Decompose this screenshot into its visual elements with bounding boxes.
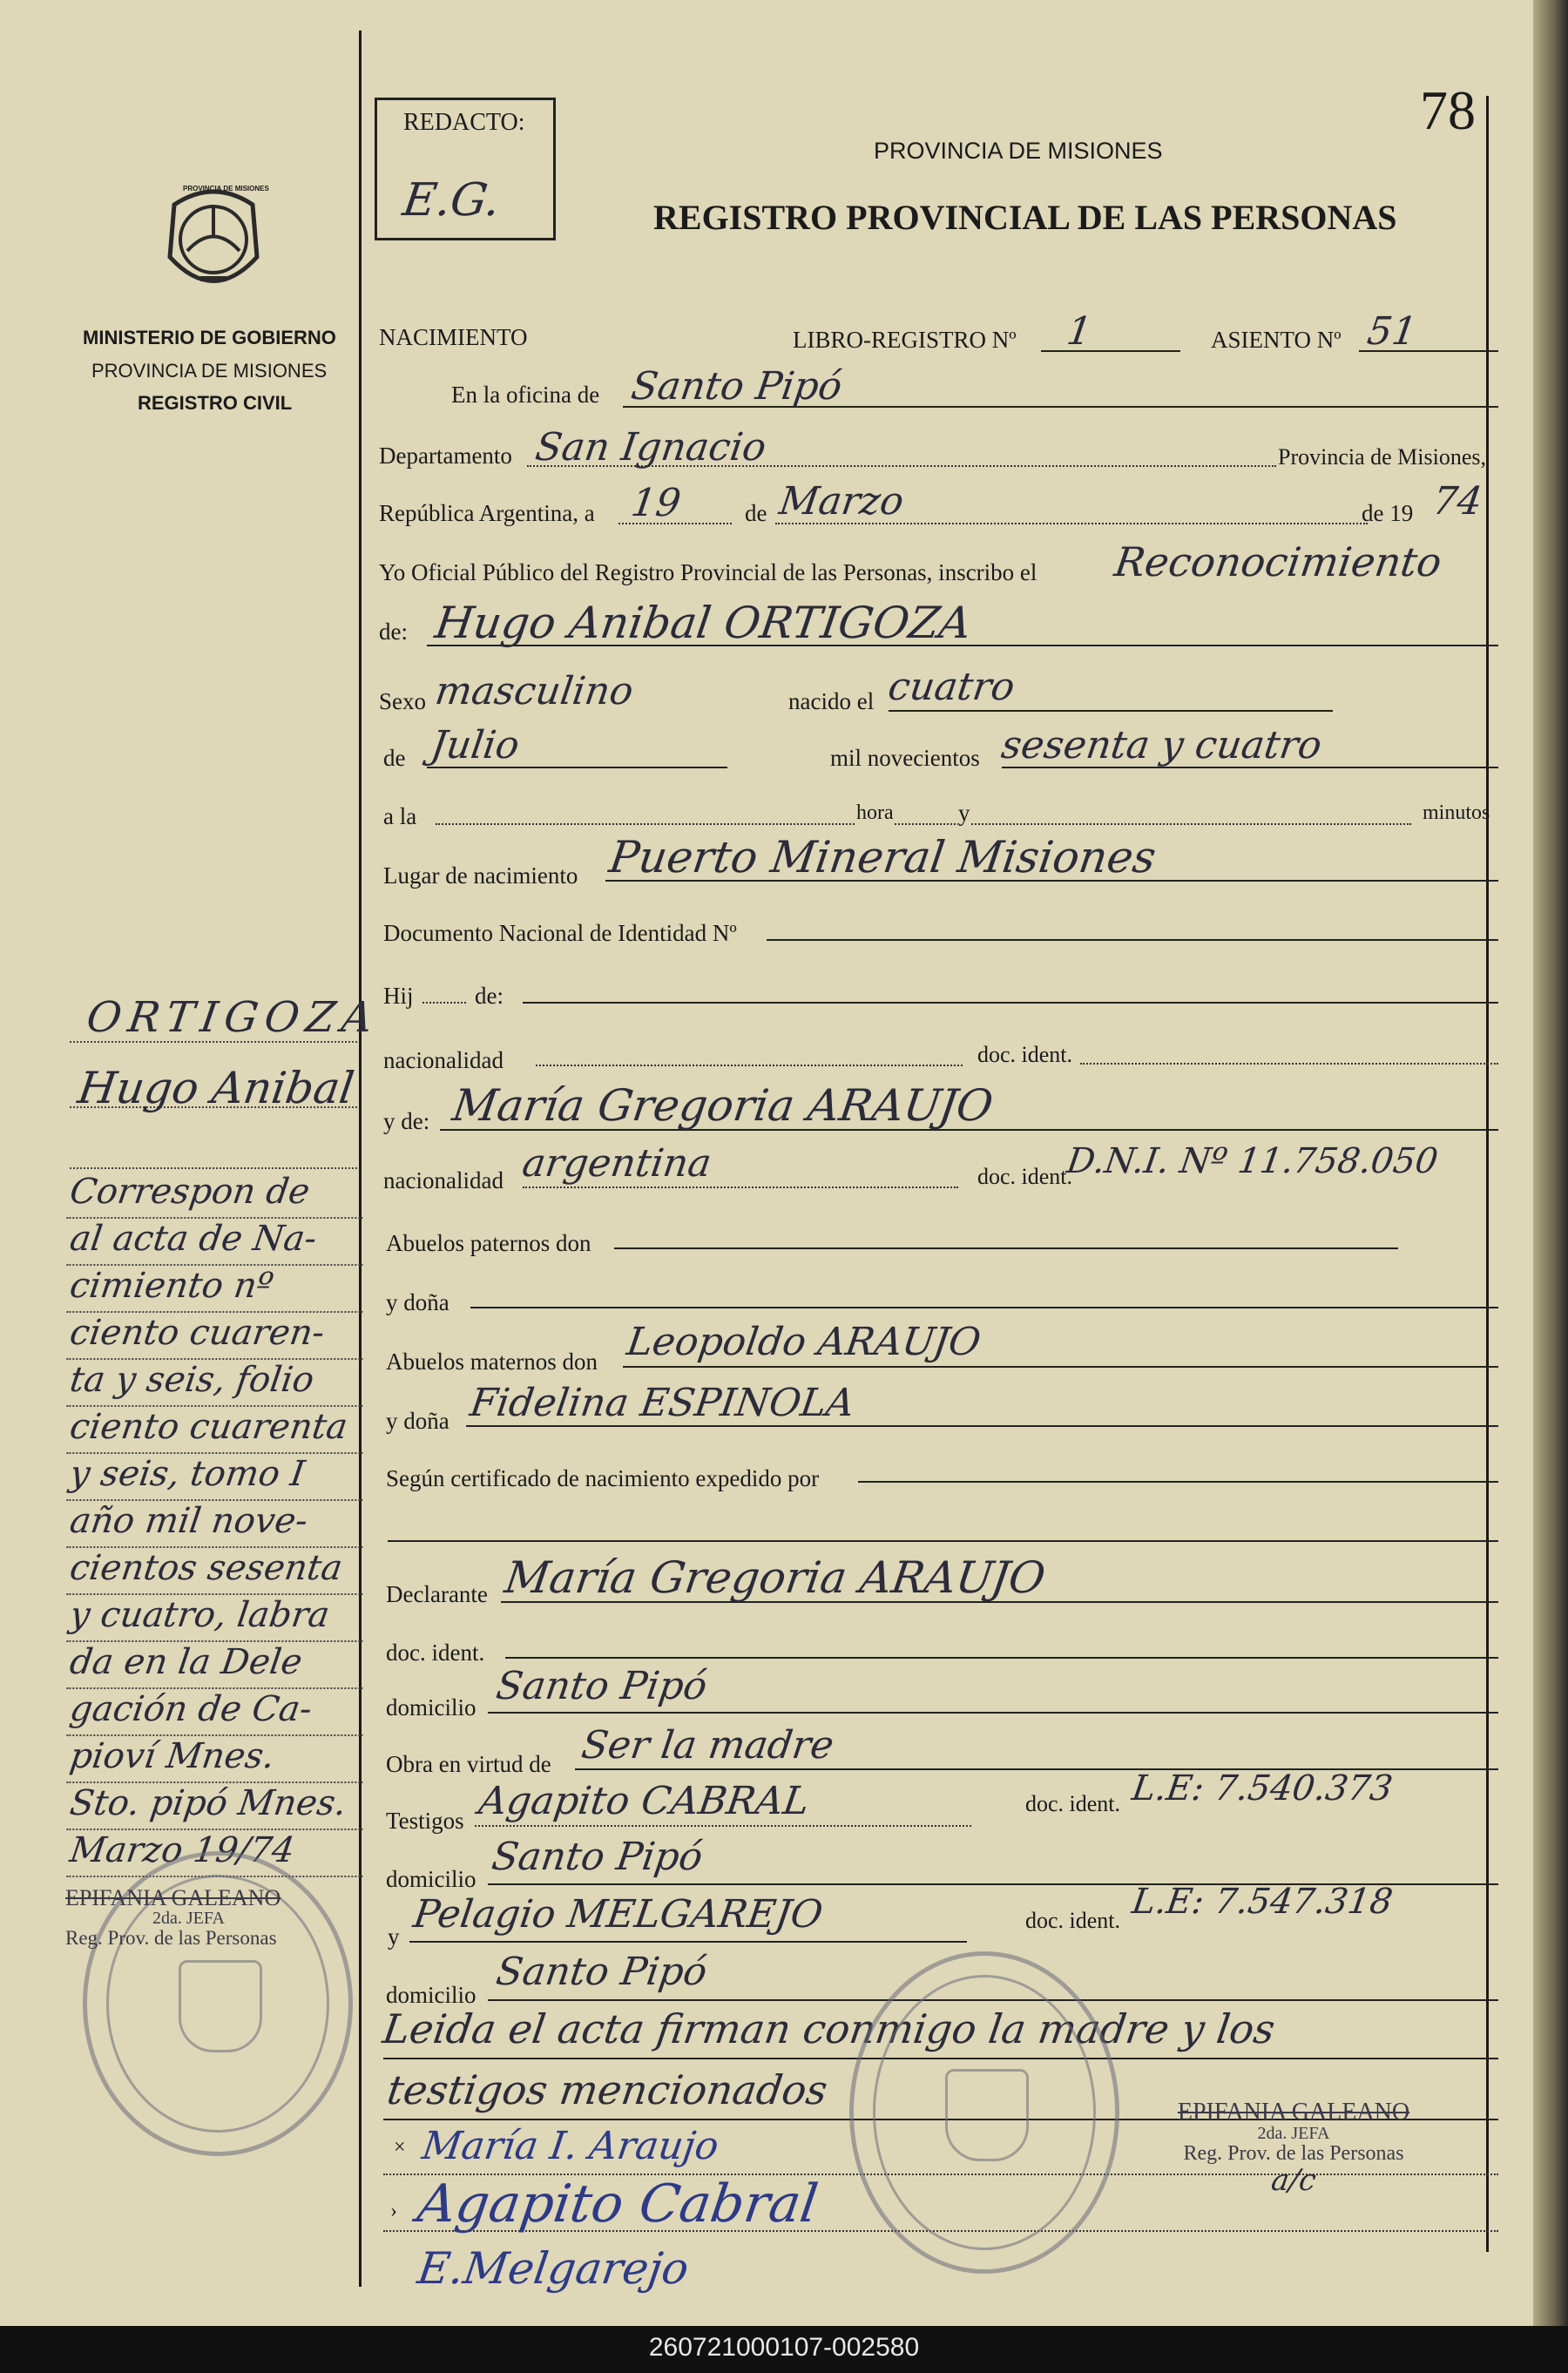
obra-label: Obra en virtud de: [386, 1751, 551, 1777]
dni-line: [767, 939, 1498, 941]
docident2-value: D.N.I. Nº 11.758.050: [1064, 1141, 1441, 1181]
docident4-value: L.E: 7.540.373: [1129, 1768, 1396, 1808]
note-line-3: ciento cuaren-: [66, 1313, 369, 1360]
redacto-box: [375, 98, 556, 240]
minutos-label: minutos: [1423, 801, 1490, 824]
docident3-label: doc. ident.: [386, 1639, 485, 1666]
margin-line-3: [70, 1167, 357, 1169]
oficina-label: En la oficina de: [451, 382, 600, 408]
ministry-line2: PROVINCIA DE MISIONES: [91, 360, 328, 382]
nacido-label: nacido el: [788, 688, 875, 714]
official-seal-right: [849, 1951, 1119, 2274]
nacionalidad2-line: [523, 1186, 958, 1188]
oficial-label: Yo Oficial Público del Registro Provincial de las Personas, inscribo el: [379, 559, 1037, 585]
domicilio1-value: Santo Pipó: [493, 1664, 710, 1708]
note-line-2: cimiento nº: [66, 1266, 369, 1313]
note-line-4: ta y seis, folio: [66, 1360, 369, 1407]
y-dona1-label: y doña: [386, 1289, 449, 1315]
seal-crest-icon-left: [179, 1960, 262, 2052]
nacionalidad2-label: nacionalidad: [383, 1167, 504, 1193]
margin-surname: ORTIGOZA: [84, 993, 383, 1042]
madre-value: María Gregoria ARAUJO: [449, 1080, 997, 1131]
note-line-10: da en la Dele: [66, 1642, 369, 1689]
dia-value: 19: [628, 481, 684, 525]
note-line-5: ciento cuarenta: [66, 1407, 369, 1454]
y-de-label: y de:: [383, 1108, 430, 1134]
testigo1-line: [475, 1825, 971, 1827]
redacto-label: REDACTO:: [403, 109, 525, 136]
book-binding-edge: [1533, 0, 1568, 2326]
segun-label: Según certificado de nacimiento expedido por: [386, 1465, 820, 1491]
footer-bar: [0, 2326, 1568, 2373]
de-nombre-label: de:: [379, 619, 408, 645]
segun-line: [858, 1481, 1498, 1483]
stamp-left: [65, 1886, 353, 1949]
seal-crest-icon: [945, 2069, 1029, 2161]
note-line-9: y cuatro, labra: [66, 1595, 369, 1642]
hij-label: Hij: [383, 983, 414, 1009]
domicilio2-value: Santo Pipó: [489, 1835, 706, 1879]
a-la-label: a la: [383, 803, 417, 829]
leida-line2-text: testigos mencionados: [384, 2066, 831, 2113]
hora-line: [436, 823, 1411, 825]
hij-de-label: de:: [475, 983, 504, 1009]
note-line-1: al acta de Na-: [66, 1219, 369, 1266]
domicilio1-label: domicilio: [386, 1694, 476, 1721]
abuelos-pat-line: [614, 1247, 1398, 1249]
coat-of-arms-text: PROVINCIA DE MISIONES: [183, 185, 269, 193]
docident5-label: doc. ident.: [1025, 1908, 1121, 1933]
nacionalidad1-label: nacionalidad: [383, 1047, 504, 1073]
domicilio1-line: [488, 1712, 1498, 1714]
libro-value: 1: [1064, 309, 1095, 354]
abuelos-mat-line: [623, 1366, 1498, 1368]
note-line-12: pioví Mnes.: [66, 1736, 369, 1783]
declarante-value: María Gregoria ARAUJO: [501, 1552, 1049, 1603]
domicilio2-label: domicilio: [386, 1866, 476, 1892]
anio-label: de 19: [1362, 500, 1414, 526]
y-label: y: [958, 800, 970, 826]
signature-y-mark: ›: [390, 2200, 397, 2222]
note-line-7: año mil nove-: [66, 1501, 369, 1548]
abuelos-mat-label: Abuelos maternos don: [386, 1349, 598, 1375]
sexo-value: masculino: [432, 669, 637, 713]
anio-nac-value: sesenta y cuatro: [998, 723, 1325, 767]
lugar-label: Lugar de nacimiento: [383, 862, 578, 889]
nacido-line: [889, 710, 1333, 712]
abuela-mat-value: Fidelina ESPINOLA: [467, 1381, 857, 1425]
segun-line2: [388, 1540, 1498, 1542]
registry-heading: REGISTRO PROVINCIAL DE LAS PERSONAS: [653, 198, 1397, 237]
y-dona2-label: y doña: [386, 1408, 449, 1434]
abuelos-pat-label: Abuelos paternos don: [386, 1230, 591, 1256]
docident2-label: doc. ident.: [977, 1164, 1073, 1189]
hij-dots: [422, 1002, 466, 1004]
departamento-value: San Ignacio: [532, 425, 769, 470]
nombre-value: Hugo Anibal ORTIGOZA: [431, 598, 975, 648]
docident5-value: L.E: 7.547.318: [1129, 1882, 1396, 1922]
stamp-right-role: 2da. JEFA: [1257, 2124, 1330, 2144]
note-line-11: gación de Ca-: [66, 1689, 369, 1736]
abuelo-mat-value: Leopoldo ARAUJO: [624, 1320, 984, 1364]
signature-3: E.Melgarejo: [414, 2243, 693, 2294]
coat-of-arms-icon: [148, 174, 279, 305]
departamento-label: Departamento: [379, 443, 512, 469]
dni-label: Documento Nacional de Identidad Nº: [383, 920, 737, 946]
page-number: 78: [1420, 79, 1476, 141]
asiento-label: ASIENTO Nº: [1211, 327, 1342, 353]
provincia-label: Provincia de Misiones,: [1278, 444, 1487, 470]
signature-2: Agapito Cabral: [414, 2174, 822, 2234]
de-mes-label: de: [383, 745, 406, 771]
margin-given-name: Hugo Anibal: [74, 1063, 357, 1113]
libro-label: LIBRO-REGISTRO Nº: [793, 327, 1017, 353]
testigo1-value: Agapito CABRAL: [476, 1779, 813, 1823]
province-heading: PROVINCIA DE MISIONES: [874, 138, 1163, 164]
footer-code: 260721000107-002580: [648, 2333, 920, 2362]
nacionalidad2-value: argentina: [519, 1141, 714, 1186]
docident1-line: [1080, 1063, 1498, 1065]
docident1-label: doc. ident.: [977, 1042, 1073, 1067]
hij-line: [523, 1002, 1498, 1004]
signature-1: María I. Araujo: [419, 2124, 722, 2168]
libro-line: [1041, 350, 1180, 352]
asiento-value: 51: [1364, 309, 1420, 354]
testigo2-value: Pelagio MELGAREJO: [410, 1892, 826, 1937]
anio-value: 74: [1429, 479, 1485, 524]
abuela-mat-line: [466, 1425, 1498, 1427]
hora-label: hora: [856, 801, 894, 824]
abuela-pat-line: [470, 1307, 1498, 1308]
nacimiento-label: NACIMIENTO: [379, 324, 528, 350]
ministry-line1: MINISTERIO DE GOBIERNO: [83, 327, 336, 348]
stamp-right-note: a/c: [1268, 2162, 1319, 2198]
stamp-right-name: EPIFANIA GALEANO: [1177, 2099, 1410, 2126]
docident4-label: doc. ident.: [1025, 1791, 1121, 1816]
domicilio3-label: domicilio: [386, 1982, 476, 2008]
stamp-left-office: Reg. Prov. de las Personas: [65, 1927, 277, 1950]
note-line-8: cientos sesenta: [66, 1548, 369, 1595]
republica-label: República Argentina, a: [379, 500, 595, 526]
docident3-line: [505, 1657, 1498, 1659]
domicilio3-value: Santo Pipó: [493, 1950, 710, 1994]
de-label: de: [745, 500, 767, 526]
stamp-left-name: EPIFANIA GALEANO: [65, 1885, 281, 1910]
note-line-14: Marzo 19/74: [66, 1830, 369, 1877]
redacto-value: E.G.: [399, 174, 504, 226]
nacido-value: cuatro: [885, 665, 1018, 709]
margin-divider-line: [359, 30, 362, 2287]
stamp-right-office: Reg. Prov. de las Personas: [1183, 2142, 1404, 2166]
testigo2-line: [409, 1941, 967, 1943]
mil-label: mil novecientos: [830, 745, 980, 771]
oficina-value: Santo Pipó: [628, 364, 845, 409]
note-line-6: y seis, tomo I: [66, 1454, 369, 1501]
declarante-label: Declarante: [386, 1581, 488, 1607]
note-line-0: Correspon de: [66, 1172, 369, 1219]
obra-value: Ser la madre: [578, 1723, 837, 1768]
lugar-value: Puerto Mineral Misiones: [605, 832, 1159, 882]
mes-nac-value: Julio: [428, 723, 523, 767]
testigos-label: Testigos: [386, 1808, 464, 1834]
stamp-left-role: 2da. JEFA: [152, 1909, 225, 1929]
oficial-value: Reconocimiento: [1112, 538, 1445, 585]
signature-x-mark: ×: [394, 2136, 406, 2159]
nacionalidad1-line: [536, 1065, 963, 1066]
y2-label: y: [388, 1923, 400, 1950]
right-border-line: [1486, 96, 1489, 2252]
margin-note: [67, 1172, 366, 1877]
sexo-label: Sexo: [379, 688, 426, 714]
leida-line1-text: Leida el acta firman conmigo la madre y los: [380, 2005, 1278, 2052]
note-line-13: Sto. pipó Mnes.: [66, 1783, 369, 1830]
stamp-right: [1150, 2099, 1437, 2196]
ministry-line3: REGISTRO CIVIL: [138, 392, 293, 414]
mes-value: Marzo: [776, 479, 907, 524]
